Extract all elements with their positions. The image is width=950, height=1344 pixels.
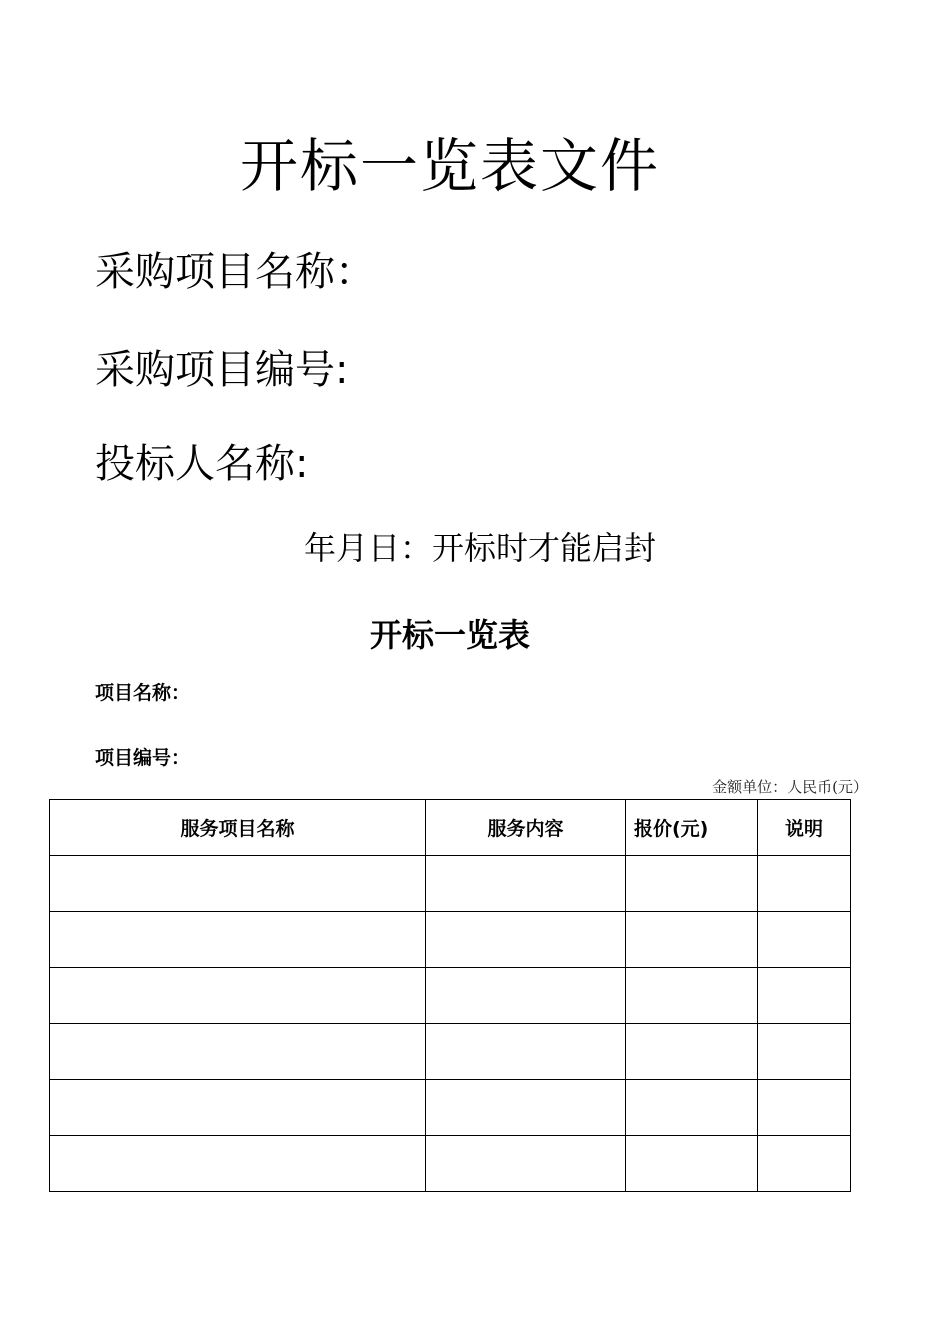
table-cell[interactable] [426,1024,626,1080]
table-row [50,1080,851,1136]
table-row [50,856,851,912]
date-seal-note: 年月日：开标时才能启封 [303,529,656,567]
document-title: 开标一览表文件 [239,132,660,200]
table-cell[interactable] [50,1024,426,1080]
table-cell[interactable] [758,968,851,1024]
table-header-row [50,800,851,856]
column-header-remarks: 说明 [758,800,851,856]
table-body [50,856,851,1192]
table-row [50,1136,851,1192]
table-cell[interactable] [426,912,626,968]
table-cell[interactable] [426,968,626,1024]
column-header-quote-price: 报价(元) [626,800,758,856]
project-number-label: 项目编号： [95,747,191,769]
table-cell[interactable] [50,1080,426,1136]
column-header-service-content: 服务内容 [426,800,626,856]
project-name-label: 项目名称： [95,682,191,704]
table-row [50,968,851,1024]
table-cell[interactable] [626,968,758,1024]
table-cell[interactable] [50,912,426,968]
table-cell[interactable] [758,1136,851,1192]
table-cell[interactable] [50,856,426,912]
table-cell[interactable] [626,1136,758,1192]
bidder-name-label: 投标人名称: [95,441,309,487]
table-cell[interactable] [626,912,758,968]
amount-unit-note: 金额单位：人民币(元） [712,778,868,796]
procurement-project-name-label: 采购项目名称： [95,249,375,295]
table-cell[interactable] [626,856,758,912]
quote-table-title: 开标一览表 [369,616,530,654]
table-cell[interactable] [758,856,851,912]
table-cell[interactable] [50,968,426,1024]
table-cell[interactable] [758,1024,851,1080]
table-cell[interactable] [50,1136,426,1192]
table-cell[interactable] [426,1136,626,1192]
procurement-project-number-label: 采购项目编号: [95,347,349,393]
table-cell[interactable] [426,856,626,912]
quote-table [49,799,851,1192]
table-cell[interactable] [758,1080,851,1136]
table-cell[interactable] [626,1080,758,1136]
column-header-service-item: 服务项目名称 [50,800,426,856]
table-cell[interactable] [626,1024,758,1080]
table-cell[interactable] [426,1080,626,1136]
table-cell[interactable] [758,912,851,968]
table-row [50,912,851,968]
table-row [50,1024,851,1080]
